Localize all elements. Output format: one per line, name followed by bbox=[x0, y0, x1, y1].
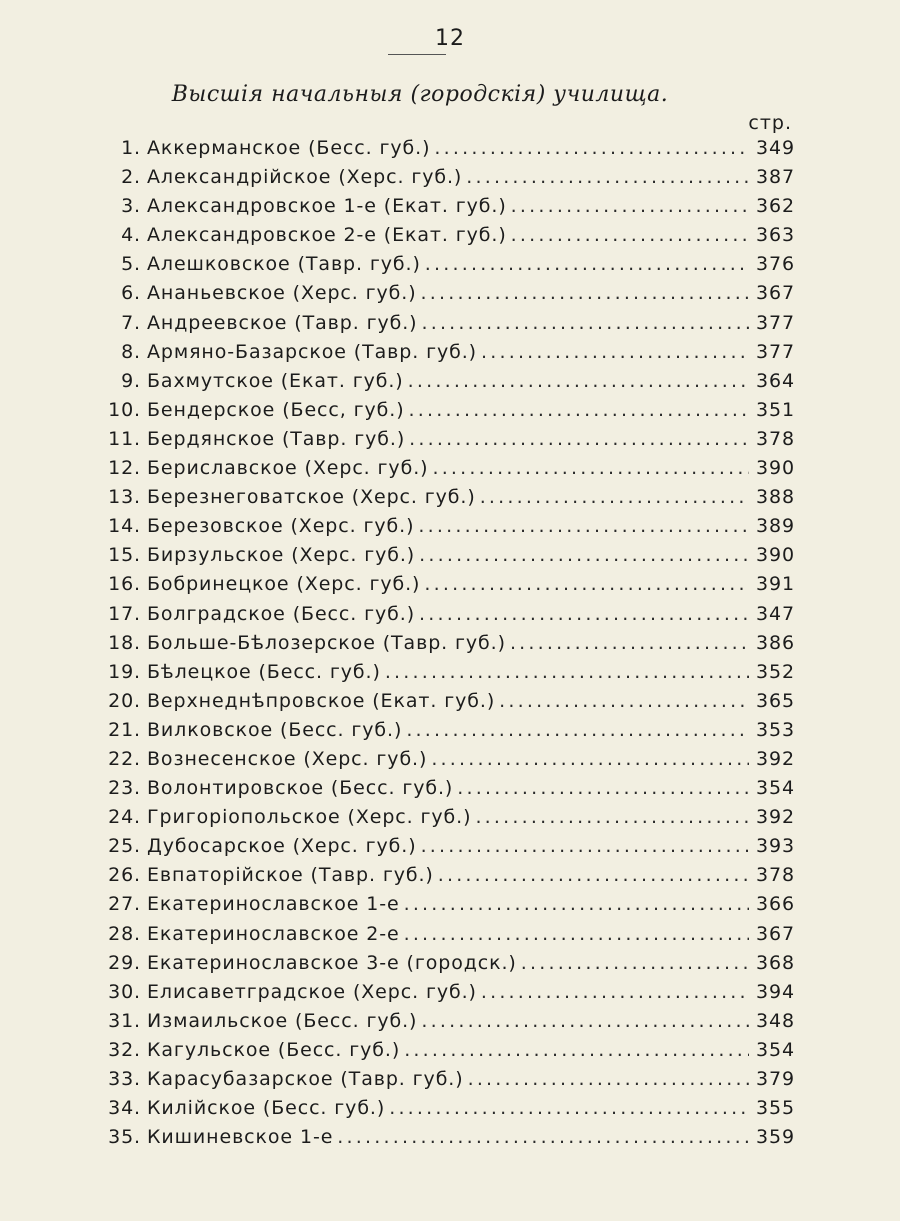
entry-title: Екатеринославское 1-е bbox=[147, 893, 400, 916]
entry-number: 16. bbox=[108, 573, 141, 596]
entry-title: Екатеринославское 3-е (городск.) bbox=[147, 951, 517, 974]
toc-entry bbox=[95, 632, 795, 661]
dot-leader bbox=[510, 632, 749, 654]
entry-page-number: 391 bbox=[756, 573, 795, 596]
dot-leader bbox=[421, 282, 749, 304]
entry-page-number: 355 bbox=[756, 1097, 795, 1120]
entry-number: 12. bbox=[108, 457, 141, 480]
entry-page-number: 392 bbox=[756, 806, 795, 829]
entry-title: Кагульское (Бесс. губ.) bbox=[147, 1038, 401, 1061]
entry-title: Армяно-Базарское (Тавр. губ.) bbox=[147, 340, 477, 363]
entry-number: 3. bbox=[121, 195, 141, 218]
toc-entry bbox=[95, 603, 795, 632]
entry-title: Алешковское (Тавр. губ.) bbox=[147, 253, 421, 276]
toc-entry bbox=[95, 893, 795, 922]
dot-leader bbox=[480, 486, 749, 508]
entry-number: 25. bbox=[108, 835, 141, 858]
toc-entry bbox=[95, 719, 795, 748]
dot-leader bbox=[404, 1039, 749, 1061]
entry-title: Александрійское (Херс. губ.) bbox=[147, 166, 463, 189]
entry-page-number: 394 bbox=[756, 980, 795, 1003]
entry-title: Верхнеднѣпровское (Екат. губ.) bbox=[147, 689, 496, 712]
toc-entry bbox=[95, 515, 795, 544]
section-heading: Высшія начальныя (городскія) училища. bbox=[171, 82, 669, 107]
entry-page-number: 376 bbox=[756, 253, 795, 276]
entry-page-number: 347 bbox=[756, 602, 795, 625]
entry-number: 6. bbox=[121, 282, 141, 305]
entry-page-number: 367 bbox=[756, 282, 795, 305]
dot-leader bbox=[409, 428, 749, 450]
entry-title: Елисаветградское (Херс. губ.) bbox=[147, 980, 477, 1003]
entry-page-number: 349 bbox=[756, 137, 795, 159]
entry-number: 35. bbox=[108, 1126, 141, 1149]
entry-page-number: 348 bbox=[756, 1009, 795, 1032]
entry-number: 28. bbox=[108, 922, 141, 945]
dot-leader bbox=[404, 893, 749, 915]
toc-entry bbox=[95, 399, 795, 428]
entry-number: 11. bbox=[108, 427, 141, 450]
entry-page-number: 388 bbox=[756, 486, 795, 509]
entry-page-number: 365 bbox=[756, 689, 795, 712]
entry-page-number: 368 bbox=[756, 951, 795, 974]
entry-page-number: 393 bbox=[756, 835, 795, 858]
entry-number: 31. bbox=[108, 1009, 141, 1032]
entry-number: 1. bbox=[121, 137, 141, 159]
dot-leader bbox=[404, 923, 749, 945]
dot-leader bbox=[481, 341, 749, 363]
entry-title: Ананьевское (Херс. губ.) bbox=[147, 282, 417, 305]
entry-number: 15. bbox=[108, 544, 141, 567]
entry-title: Дубосарское (Херс. губ.) bbox=[147, 835, 417, 858]
toc-entry bbox=[95, 923, 795, 952]
toc-entry bbox=[95, 690, 795, 719]
toc-entry bbox=[95, 1010, 795, 1039]
entry-number: 18. bbox=[108, 631, 141, 654]
entry-title: Екатеринославское 2-е bbox=[147, 922, 400, 945]
toc-entry bbox=[95, 312, 795, 341]
toc-entry bbox=[95, 224, 795, 253]
dot-leader bbox=[419, 544, 749, 566]
toc-entry bbox=[95, 166, 795, 195]
toc-entry bbox=[95, 806, 795, 835]
entry-title: Александровское 1-е (Екат. губ.) bbox=[147, 195, 507, 218]
dot-leader bbox=[466, 166, 749, 188]
dot-leader bbox=[511, 224, 749, 246]
toc-entry bbox=[95, 952, 795, 981]
page-number: 12 bbox=[435, 26, 465, 51]
toc-entry bbox=[95, 661, 795, 690]
entry-page-number: 392 bbox=[756, 747, 795, 770]
toc-entry bbox=[95, 457, 795, 486]
entry-page-number: 354 bbox=[756, 777, 795, 800]
toc-entry bbox=[95, 1039, 795, 1068]
entry-page-number: 367 bbox=[756, 922, 795, 945]
toc-entry bbox=[95, 1068, 795, 1097]
entry-number: 32. bbox=[108, 1038, 141, 1061]
dot-leader bbox=[432, 457, 749, 479]
toc-entry bbox=[95, 137, 795, 166]
entry-number: 20. bbox=[108, 689, 141, 712]
entry-title: Килійское (Бесс. губ.) bbox=[147, 1097, 386, 1120]
toc-entry bbox=[95, 1097, 795, 1126]
entry-title: Березовское (Херс. губ.) bbox=[147, 515, 415, 538]
entry-page-number: 390 bbox=[756, 457, 795, 480]
dot-leader bbox=[521, 952, 749, 974]
dot-leader bbox=[421, 312, 749, 334]
entry-page-number: 390 bbox=[756, 544, 795, 567]
entry-number: 23. bbox=[108, 777, 141, 800]
entry-title: Березнеговатское (Херс. губ.) bbox=[147, 486, 476, 509]
toc-entry bbox=[95, 370, 795, 399]
entry-page-number: 377 bbox=[756, 340, 795, 363]
dot-leader bbox=[389, 1097, 749, 1119]
entry-number: 33. bbox=[108, 1068, 141, 1090]
entry-page-number: 387 bbox=[756, 166, 795, 189]
entry-title: Андреевское (Тавр. губ.) bbox=[147, 311, 418, 334]
dot-leader bbox=[385, 661, 749, 683]
toc-entry bbox=[95, 341, 795, 370]
entry-number: 5. bbox=[121, 253, 141, 276]
toc-entry bbox=[95, 544, 795, 573]
dot-leader bbox=[468, 1068, 749, 1090]
entry-title: Григоріопольское (Херс. губ.) bbox=[147, 806, 472, 829]
toc-entry bbox=[95, 835, 795, 864]
entry-page-number: 362 bbox=[756, 195, 795, 218]
entry-title: Аккерманское (Бесс. губ.) bbox=[147, 137, 431, 159]
entry-number: 10. bbox=[108, 398, 141, 421]
dot-leader bbox=[406, 719, 749, 741]
dot-leader bbox=[408, 370, 749, 392]
toc-entry bbox=[95, 573, 795, 602]
entry-page-number: 378 bbox=[756, 427, 795, 450]
entry-title: Бериславское (Херс. губ.) bbox=[147, 457, 429, 480]
entry-number: 19. bbox=[108, 660, 141, 683]
dot-leader bbox=[425, 253, 749, 275]
dot-leader bbox=[475, 806, 749, 828]
entry-page-number: 351 bbox=[756, 398, 795, 421]
entry-title: Александровское 2-е (Екат. губ.) bbox=[147, 224, 507, 247]
entry-title: Болградское (Бесс. губ.) bbox=[147, 602, 416, 625]
entry-title: Бендерское (Бесс, губ.) bbox=[147, 398, 405, 421]
entry-title: Бобринецкое (Херс. губ.) bbox=[147, 573, 421, 596]
entry-title: Вознесенское (Херс. губ.) bbox=[147, 747, 428, 770]
entry-number: 7. bbox=[121, 311, 141, 334]
entry-page-number: 364 bbox=[756, 369, 795, 392]
toc-entry bbox=[95, 195, 795, 224]
entry-number: 26. bbox=[108, 864, 141, 887]
entry-number: 34. bbox=[108, 1097, 141, 1120]
toc-entry bbox=[95, 253, 795, 282]
entry-title: Евпаторійское (Тавр. губ.) bbox=[147, 864, 434, 887]
toc-entry bbox=[95, 777, 795, 806]
entry-number: 2. bbox=[121, 166, 141, 189]
dot-leader bbox=[418, 515, 749, 537]
entry-page-number: 352 bbox=[756, 660, 795, 683]
dot-leader bbox=[438, 864, 749, 886]
entry-page-number: 359 bbox=[756, 1126, 795, 1149]
table-of-contents bbox=[95, 137, 795, 1155]
entry-number: 21. bbox=[108, 718, 141, 741]
entry-page-number: 353 bbox=[756, 718, 795, 741]
entry-number: 4. bbox=[121, 224, 141, 247]
dot-leader bbox=[424, 573, 749, 595]
entry-number: 9. bbox=[121, 369, 141, 392]
toc-entry bbox=[95, 428, 795, 457]
toc-entry bbox=[95, 486, 795, 515]
entry-number: 27. bbox=[108, 893, 141, 916]
toc-entry bbox=[95, 981, 795, 1010]
entry-number: 30. bbox=[108, 980, 141, 1003]
entry-page-number: 354 bbox=[756, 1038, 795, 1061]
entry-title: Бѣлецкое (Бесс. губ.) bbox=[147, 660, 381, 683]
toc-entry bbox=[95, 748, 795, 777]
dot-leader bbox=[481, 981, 749, 1003]
entry-number: 13. bbox=[108, 486, 141, 509]
dot-leader bbox=[431, 748, 749, 770]
entry-title: Вилковское (Бесс. губ.) bbox=[147, 718, 403, 741]
entry-number: 8. bbox=[121, 340, 141, 363]
dot-leader bbox=[421, 1010, 749, 1032]
entry-page-number: 379 bbox=[756, 1068, 795, 1090]
toc-entry bbox=[95, 1126, 795, 1155]
dot-leader bbox=[419, 603, 749, 625]
entry-page-number: 386 bbox=[756, 631, 795, 654]
dot-leader bbox=[457, 777, 749, 799]
entry-page-number: 389 bbox=[756, 515, 795, 538]
dot-leader bbox=[434, 137, 749, 159]
entry-page-number: 366 bbox=[756, 893, 795, 916]
entry-title: Карасубазарское (Тавр. губ.) bbox=[147, 1068, 464, 1090]
dot-leader bbox=[511, 195, 749, 217]
dot-leader bbox=[409, 399, 749, 421]
dot-leader bbox=[421, 835, 749, 857]
entry-title: Бахмутское (Екат. губ.) bbox=[147, 369, 404, 392]
entry-page-number: 377 bbox=[756, 311, 795, 334]
dot-leader bbox=[337, 1126, 749, 1148]
dot-leader bbox=[499, 690, 749, 712]
entry-number: 17. bbox=[108, 602, 141, 625]
entry-page-number: 363 bbox=[756, 224, 795, 247]
toc-entry bbox=[95, 282, 795, 311]
entry-title: Измаильское (Бесс. губ.) bbox=[147, 1009, 418, 1032]
entry-title: Бердянское (Тавр. губ.) bbox=[147, 427, 406, 450]
entry-title: Волонтировское (Бесс. губ.) bbox=[147, 777, 454, 800]
entry-number: 24. bbox=[108, 806, 141, 829]
entry-number: 14. bbox=[108, 515, 141, 538]
page-column-header: стр. bbox=[748, 112, 792, 134]
page-number-rule bbox=[388, 54, 446, 55]
toc-entry bbox=[95, 864, 795, 893]
entry-title: Бирзульское (Херс. губ.) bbox=[147, 544, 416, 567]
entry-number: 29. bbox=[108, 951, 141, 974]
entry-title: Кишиневское 1-е bbox=[147, 1126, 334, 1149]
entry-number: 22. bbox=[108, 747, 141, 770]
entry-page-number: 378 bbox=[756, 864, 795, 887]
entry-title: Больше-Бѣлозерское (Тавр. губ.) bbox=[147, 631, 506, 654]
